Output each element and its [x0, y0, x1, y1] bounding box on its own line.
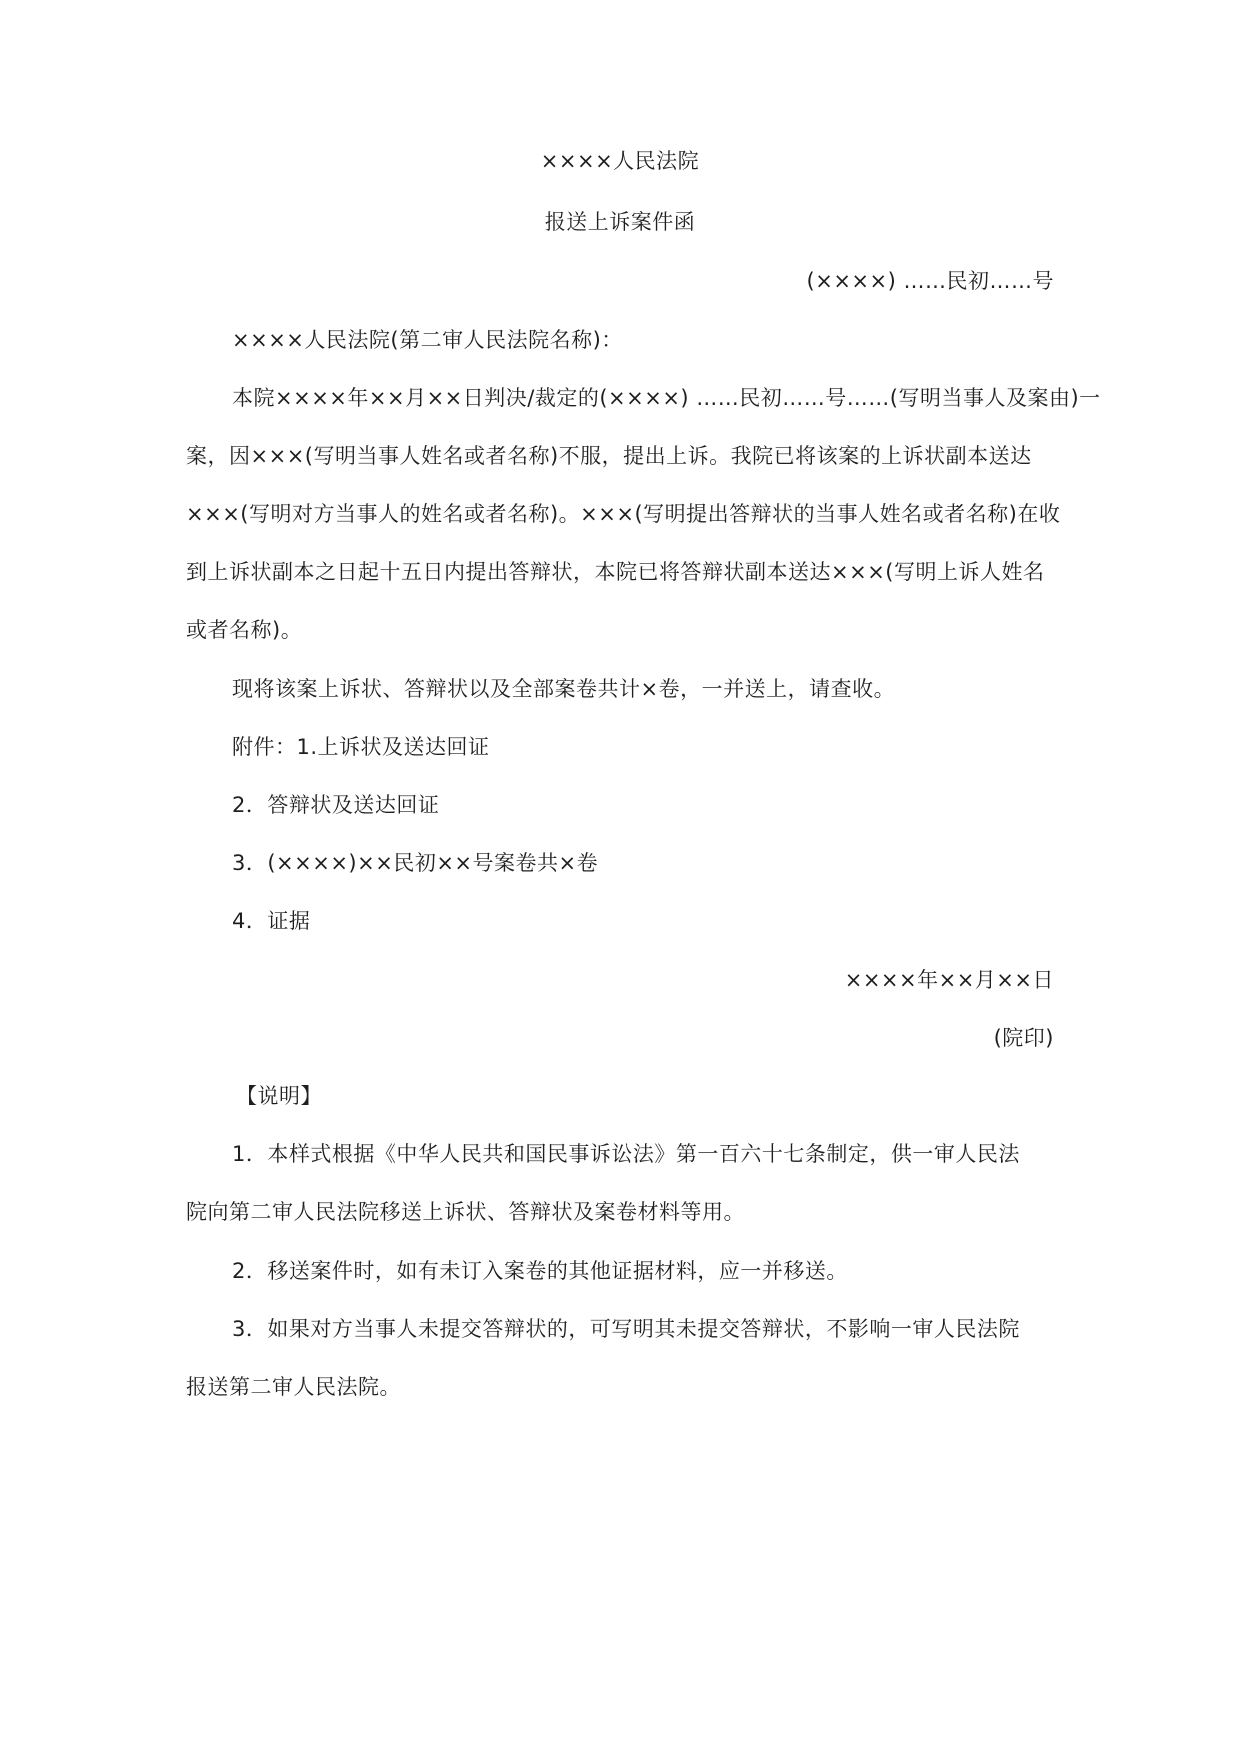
attachment-item: 3．(××××)××民初××号案卷共×卷: [232, 851, 599, 875]
document-title: 报送上诉案件函: [544, 210, 696, 234]
addressee: ××××人民法院(第二审人民法院名称)：: [232, 328, 623, 352]
body-line: ×××(写明对方当事人的姓名或者名称)。×××(写明提出答辩状的当事人姓名或者名称)在收: [186, 502, 1061, 526]
date-line: ××××年××月××日: [844, 968, 1054, 992]
body-line: 案，因×××(写明当事人姓名或者名称)不服，提出上诉。我院已将该案的上诉状副本送达: [186, 444, 1032, 468]
note-line: 报送第二审人民法院。: [186, 1375, 401, 1399]
court-header: ××××人民法院: [540, 149, 700, 173]
seal-line: (院印): [993, 1026, 1054, 1050]
attachment-item: 附件：1.上诉状及送达回证: [232, 735, 490, 759]
notes-heading: 【说明】: [236, 1084, 322, 1108]
note-line: 院向第二审人民法院移送上诉状、答辩状及案卷材料等用。: [186, 1200, 745, 1224]
note-line: 2．移送案件时，如有未订入案卷的其他证据材料，应一并移送。: [232, 1259, 848, 1283]
transfer-sentence: 现将该案上诉状、答辩状以及全部案卷共计×卷，一并送上，请查收。: [232, 677, 896, 701]
note-line: 3．如果对方当事人未提交答辩状的，可写明其未提交答辩状，不影响一审人民法院: [232, 1317, 1020, 1341]
body-line: 或者名称)。: [186, 618, 303, 642]
attachment-item: 4．证据: [232, 909, 311, 933]
case-number: (××××) ……民初……号: [806, 269, 1054, 293]
note-line: 1．本样式根据《中华人民共和国民事诉讼法》第一百六十七条制定，供一审人民法: [232, 1142, 1020, 1166]
body-line: 本院××××年××月××日判决/裁定的(××××) ……民初……号……(写明当事人及案由)一: [232, 386, 1101, 410]
attachment-item: 2．答辩状及送达回证: [232, 793, 440, 817]
body-line: 到上诉状副本之日起十五日内提出答辩状，本院已将答辩状副本送达×××(写明上诉人姓名: [186, 560, 1045, 584]
